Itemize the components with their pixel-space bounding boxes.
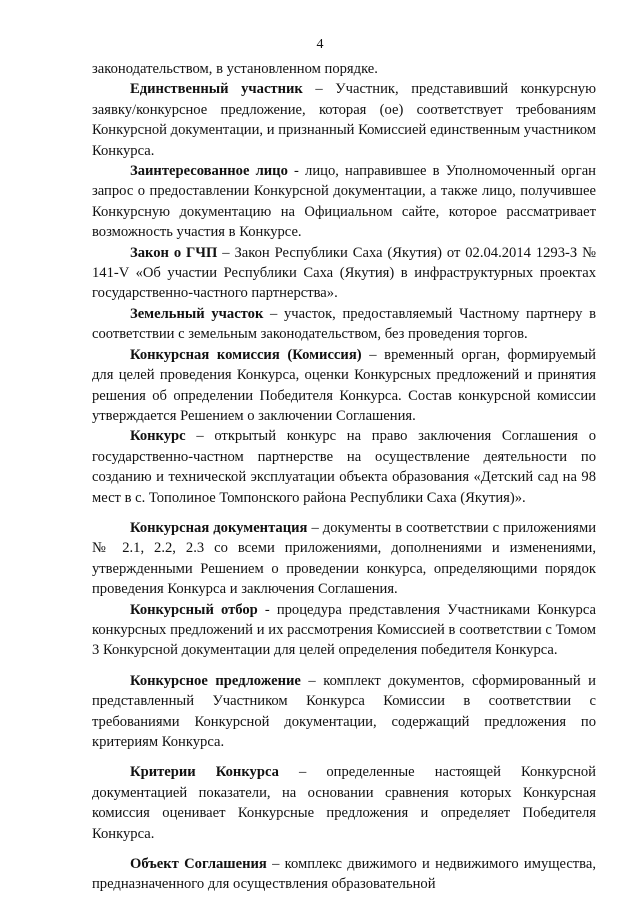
page-number: 4 <box>316 37 324 52</box>
definition-term: Единственный участник <box>130 81 303 98</box>
definition-term: Конкурс <box>130 428 186 445</box>
definition-text: – участок, предоставляемый Частному партнеру в соответствии с земельным законодательством, без проведения торгов. <box>92 305 596 343</box>
definition-agreement-object <box>92 854 596 895</box>
definition-text: – временный орган, формируемый для целей проведения Конкурса, оценки Конкурсных предложений и принятия решения об определении Победителя Конкурса. Состав конкурсной комиссии утверждается Решением о заключении Соглашения. <box>92 346 596 424</box>
definition-text: – Закон Республики Саха (Якутия) от 02.04.2014 1293-З № 141-V «Об участии Республики Саха (Якутия) в инфраструктурных проектах государственно-частного партнерства». <box>92 244 596 302</box>
definition-text: – определенные настоящей Конкурсной документацией показатели, на основании сравнения которых Конкурсная комиссия оценивает Конкурсные предложения и определяет Победителя Конкурса. <box>92 764 596 842</box>
definition-text: - лицо, направившее в Уполномоченный орган запрос о предоставлении Конкурсной документации, а также лицо, получившее Конкурсную документацию на Официальном сайте, которое рассматривает возможность участия в Конкурсе. <box>92 163 596 241</box>
definition-text: – документы в соответствии с приложениями № 2.1, 2.2, 2.3 со всеми приложениями, дополнениями и изменениями, утвержденными Решением о проведении конкурса, определяющими порядок проведения Конкурса и заключения Соглашения. <box>92 519 596 598</box>
definition-text: – Участник, представивший конкурсную заявку/конкурсное предложение, которая (ое) соответствует требованиям Конкурсной документации, и признанный Комиссией единственным участником Конкурса. <box>92 81 597 159</box>
definition-sole-participant <box>92 79 596 161</box>
definition-term: Заинтересованное лицо <box>130 163 288 180</box>
definition-term: Объект Соглашения <box>130 856 267 873</box>
definition-competition <box>92 426 596 508</box>
definition-term: Закон о ГЧП <box>130 244 218 261</box>
definition-text: – комплект документов, сформированный и представленный Участником Конкурса Комиссии в соответствии с требованиями Конкурсной документации, содержащий предложения по критериям Конкурса. <box>92 672 596 750</box>
definition-term: Конкурсное предложение <box>130 672 301 689</box>
definition-term: Конкурсная документация <box>130 519 308 536</box>
paragraph-continuation <box>92 59 596 79</box>
paragraph-text: законодательством, в установленном порядке. <box>92 61 378 77</box>
definition-term: Конкурсный отбор <box>130 601 258 618</box>
definition-term: Критерии Конкурса <box>130 764 279 781</box>
definition-text: – открытый конкурс на право заключения Соглашения о государственно-частном партнерстве на осуществление деятельности по созданию и технической эксплуатации объекта образования «Детский сад на 98 мест в с. Тополиное Томпонского района Республики Саха (Якутия)». <box>92 428 596 506</box>
definition-land-plot <box>92 304 596 345</box>
definition-interested-party <box>92 161 596 243</box>
definition-text: - процедура представления Участниками Конкурса конкурсных предложений и их рассмотрения Комиссией в соответствии с Томом 3 Конкурсной документации для целей определения победителя Конкурса. <box>92 601 596 659</box>
definition-competition-criteria <box>92 762 596 844</box>
definition-term: Конкурсная комиссия (Комиссия) <box>130 346 362 363</box>
definition-competition-proposal <box>92 671 596 753</box>
definition-text: – комплекс движимого и недвижимого имущества, предназначенного для осуществления образовательной <box>92 856 596 893</box>
definition-competition-commission <box>92 345 596 427</box>
definition-competitive-selection <box>92 600 596 661</box>
definition-competition-documentation <box>92 518 596 600</box>
document-body <box>92 59 596 895</box>
definition-ppp-law <box>92 243 596 304</box>
definition-term: Земельный участок <box>130 305 264 322</box>
